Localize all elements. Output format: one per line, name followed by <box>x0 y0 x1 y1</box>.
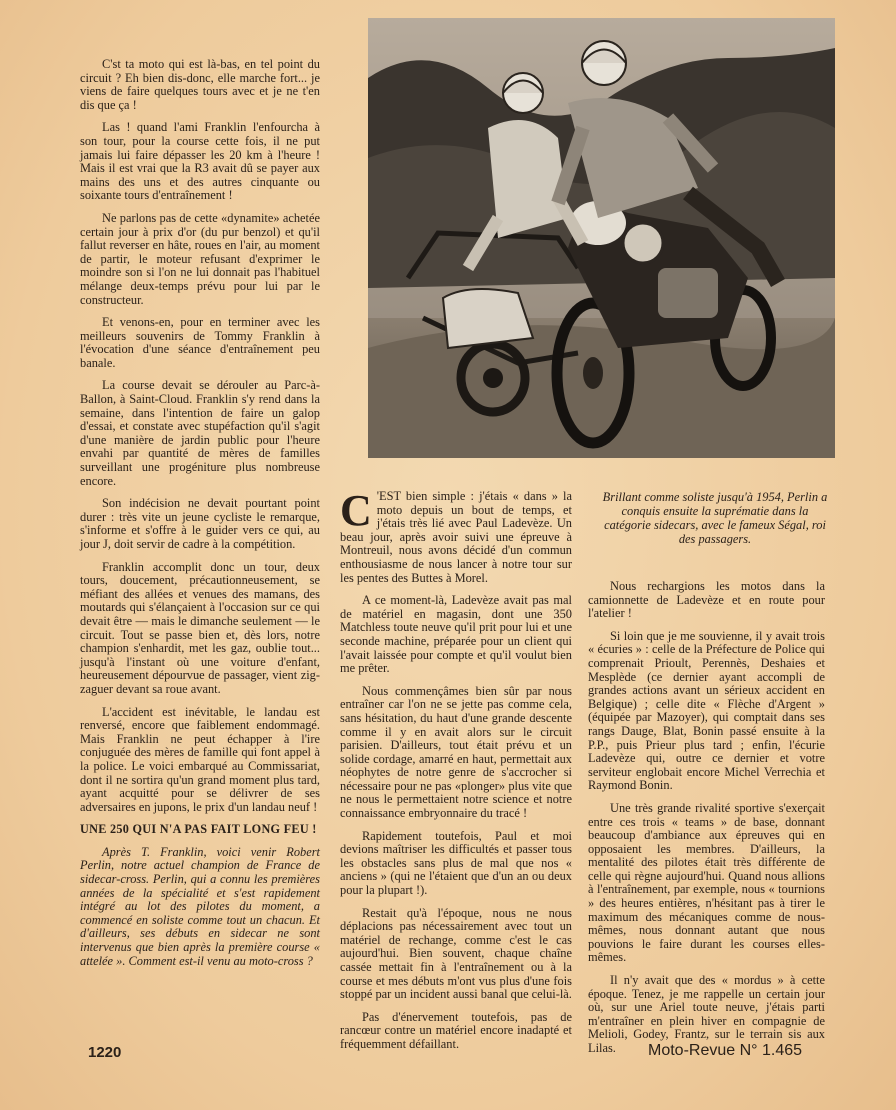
left-column <box>80 58 320 977</box>
right-column <box>588 580 825 1065</box>
paragraph: Une très grande rivalité sportive s'exerçait entre ces trois « teams » de base, donnant beaucoup d'ambiance aux épreuves qui en opposaient les membres. D'ailleurs, la mentalité des pilotes était très différente de celle qui règne aujourd'hui. Quand nous allions à l'entraînement, par exemple, nous « tournions » des heures entières, n'hésitant pas à tirer le maximum des mécaniques comme de nous-mêmes, nous donnant autant que nous pouvions le faire durant les courses elles-mêmes. <box>588 800 825 965</box>
paragraph: C'st ta moto qui est là-bas, en tel point du circuit ? Eh bien dis-donc, elle marche fort... je viens de faire quelques tours avec et je ne t'en dis que ça ! <box>80 57 320 112</box>
paragraph: Si loin que je me souvienne, il y avait trois « écuries » : celle de la Préfecture de Police qui comprenait Prioult, Perennès, Deshaies et Mesplède (ce dernier ayant accompli de grandes actions avant un sérieux accident en Belgique) ; celle dite « Flèche d'Argent » (équipée par Mazoyer), qui comptait dans ses rangs Dauge, Blat, Bonin passé ensuite à la P.P., puis Prieur plus tard ; enfin, l'écurie Ladevèze qui, outre ce dernier et votre serviteur englobait encore Michel Verrechia et Raymond Bonin. <box>588 628 825 793</box>
paragraph: Il n'y avait que des « mordus » à cette époque. Tenez, je me rappelle un certain jour où, sur une Ariel toute neuve, j'étais parti m'entraîner en plein hiver en compagnie de Melioli, Godey, Frantz, sur le terrain sis aux Lilas. <box>588 973 825 1055</box>
section-subhead: UNE 250 QUI N'A PAS FAIT LONG FEU ! <box>80 822 317 837</box>
paragraph: Rapidement toutefois, Paul et moi devions maîtriser les difficultés et passer tous les obstacles sans plus de mal que nos « anciens » (qui ne l'étaient que d'un an ou deux pour la plupart !). <box>340 828 572 898</box>
paragraph: Las ! quand l'ami Franklin l'enfourcha à son tour, pour la course cette fois, il ne put jamais lui faire dépasser les 20 km à l'heure ! Mais il est vrai que la R3 avait dû se payer aux mains des uns et des autres cinquante ou soixante tours d'entraînement ! <box>80 120 320 203</box>
page-number: 1220 <box>88 1044 122 1061</box>
opening-text: 'EST bien simple : j'étais « dans » la moto depuis un bout de temps, et j'étais très lié avec Paul Ladevèze. Un beau jour, après avoir suivi une épreuve à Montreuil, nous avons décidé d'un commun enthousiasme de nous lancer à notre tour sur les pentes des Buttes à Morel. <box>340 489 572 585</box>
opening-paragraph <box>340 486 572 585</box>
paragraph: Franklin accomplit donc un tour, deux tours, doucement, précautionneusement, se méfiant des allées et venues des mamans, des moutards qui s'élançaient à l'occasion sur ce qui devait être — mais le dimanche seulement — le circuit. Tout se passe bien et, dès lors, notre champion s'enhardit, met les gaz, oublie tout... jusqu'à l'instant où une voiture d'enfant, heureusement dépourvue de passager, vient zig-zaguer devant sa roue avant. <box>80 559 320 696</box>
paragraph: La course devait se dérouler au Parc-à-Ballon, à Saint-Cloud. Franklin s'y rend dans la semaine, dans l'intention de faire un galop d'essai, et constate avec stupéfaction qu'il s'agit d'une manière de jardin public pour l'heure envahi par quantité de mères de familles surveillant une progéniture plus nombreuse encore. <box>80 378 320 488</box>
paragraph: Son indécision ne devait pourtant point durer : très vite un jeune cycliste le remarque, s'informe et s'offre à le guider vers ce qui, au jour J, doit servir de cadre à la compétition. <box>80 496 320 551</box>
paragraph: Nous commençâmes bien sûr par nous entraîner car l'on ne se jette pas comme cela, sans hésitation, du haut d'une grande descente comme il y en avait alors sur le circuit parisien. D'ailleurs, tout était prévu et un solide cordage, amarré en haut, permettait aux néophytes de notre genre de s'accrocher si nécessaire pour ne pas «plonger» plus vite que ne nous le permettaient notre science et notre connaissance embryonnaire du tracé ! <box>340 683 572 821</box>
sidecar-photo-image <box>368 18 835 458</box>
middle-column <box>340 486 572 1061</box>
magazine-footer: Moto-Revue N° 1.465 <box>648 1042 803 1059</box>
paragraph: Ne parlons pas de cette «dynamite» achetée certain jour à prix d'or (du pur benzol) et qu'il fallut reverser en hâte, roues en l'air, au moment de partir, le moteur refusant d'exprimer le moindre son si l'on ne lui donnait pas l'habituel mélange deux-temps prévu pour lui par le constructeur. <box>80 210 320 307</box>
paragraph: L'accident est inévitable, le landau est renversé, encore que faiblement endommagé. Mais Franklin ne peut échapper à l'ire conjuguée des mères de famille qui font appel à la police. Le voici embarqué au Commissariat, dont il ne sortira qu'un grand moment plus tard, ayant acquitté pour se délivrer de ses adversaires en jupons, le prix d'un landau neuf ! <box>80 704 320 814</box>
sidecar-photo <box>368 18 835 458</box>
dropcap-letter: C <box>340 486 372 535</box>
paragraph: Pas d'énervement toutefois, pas de rancœur contre un matériel encore inadapté et fréquemment défaillant. <box>340 1009 572 1051</box>
paragraph: A ce moment-là, Ladevèze avait pas mal de matériel en magasin, dont une 350 Matchless toute neuve qu'il prit pour lui et une seconde machine, préparée pour un client qui l'avait laissée pour compte et qu'il voulut bien me prêter. <box>340 593 572 676</box>
paragraph: Nous rechargions les motos dans la camionnette de Ladevèze et en route pour l'atelier ! <box>588 579 825 621</box>
paragraph: Et venons-en, pour en terminer avec les meilleurs souvenirs de Tommy Franklin à l'évocation d'une séance d'entraînement peu banale. <box>80 315 320 370</box>
photo-caption: Brillant comme soliste jusqu'à 1954, Perlin a conquis ensuite la suprématie dans la catégorie sidecars, avec le fameux Ségal, roi des passagers. <box>602 490 828 546</box>
intro-paragraph: Après T. Franklin, voici venir Robert Perlin, notre actuel champion de France de sidecar-cross. Perlin, qui a connu les premières années de la spécialité et s'est rapidement intégré au lot des pilotes du moment, a commencé en soliste comme tout un chacun. Et d'ailleurs, ses débuts en sidecar ne sont intervenus que bien après la première course « attelée ». Comment est-il venu au moto-cross ? <box>80 844 320 968</box>
paragraph: Restait qu'à l'époque, nous ne nous déplacions pas nécessairement avec tout un matériel de rechange, comme c'est le cas aujourd'hui. Bien souvent, chaque chaîne cassée mettait fin à l'entraînement ou à la course et mes débuts m'ont vus plus d'une fois stoppé par un incident aussi banal que celui-là. <box>340 905 572 1002</box>
